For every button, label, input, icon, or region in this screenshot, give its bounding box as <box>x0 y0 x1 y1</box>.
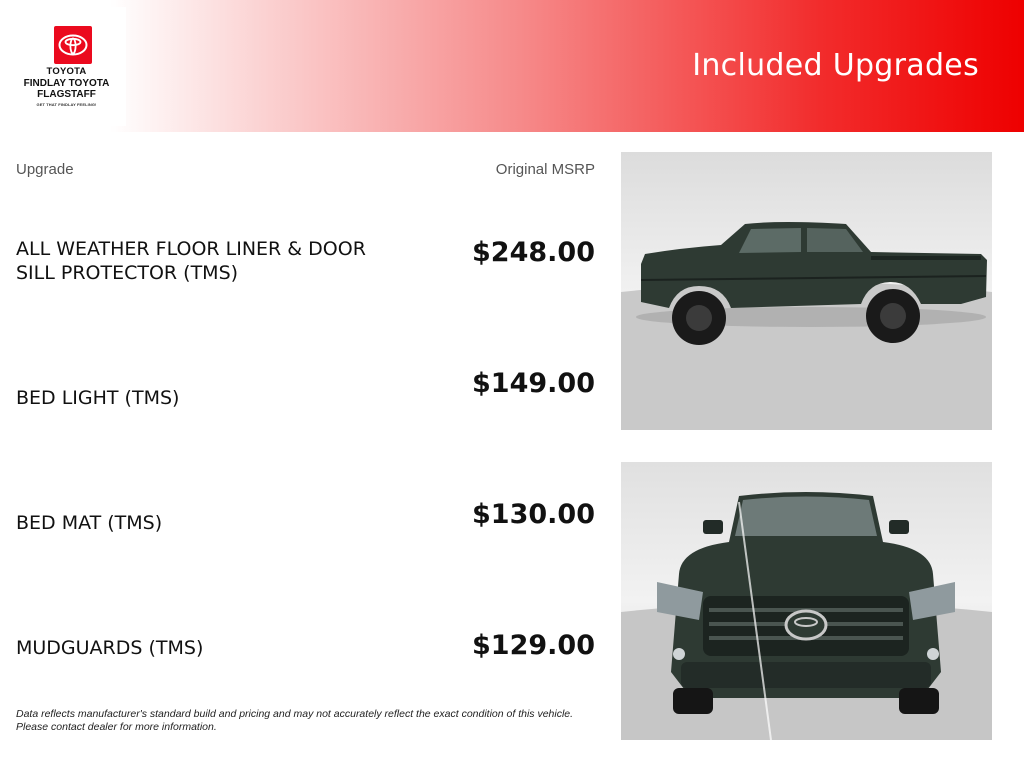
upgrade-price: $130.00 <box>472 499 595 530</box>
toyota-emblem-icon <box>54 26 92 64</box>
upgrade-price: $248.00 <box>472 237 595 268</box>
dealer-logo[interactable] <box>7 7 126 126</box>
upgrade-price: $149.00 <box>472 368 595 399</box>
logo-dealer-location: FLAGSTAFF <box>37 89 96 100</box>
upgrade-name: BED MAT (TMS) <box>16 512 163 534</box>
upgrade-column-header: Upgrade <box>16 161 74 178</box>
upgrade-name: BED LIGHT (TMS) <box>16 387 180 409</box>
logo-dealer-name: FINDLAY TOYOTA <box>23 78 110 89</box>
logo-tagline: GET THAT FINDLAY FEELING! <box>36 102 97 107</box>
disclaimer-text: Data reflects manufacturer's standard build and pricing and may not accurately reflect the exact condition of this vehicle. Please contact dealer for more information. <box>16 708 574 733</box>
page-title: Included Upgrades <box>692 48 979 83</box>
logo-brand: TOYOTA <box>46 66 87 77</box>
header-banner <box>0 0 1024 132</box>
upgrade-price: $129.00 <box>472 630 595 661</box>
msrp-column-header: Original MSRP <box>495 161 595 178</box>
upgrade-name: ALL WEATHER FLOOR LINER & DOOR SILL PROTECTOR (TMS) <box>16 238 366 284</box>
vehicle-side-photo <box>621 152 992 430</box>
upgrade-name: MUDGUARDS (TMS) <box>16 637 204 659</box>
vehicle-front-photo <box>621 462 992 740</box>
